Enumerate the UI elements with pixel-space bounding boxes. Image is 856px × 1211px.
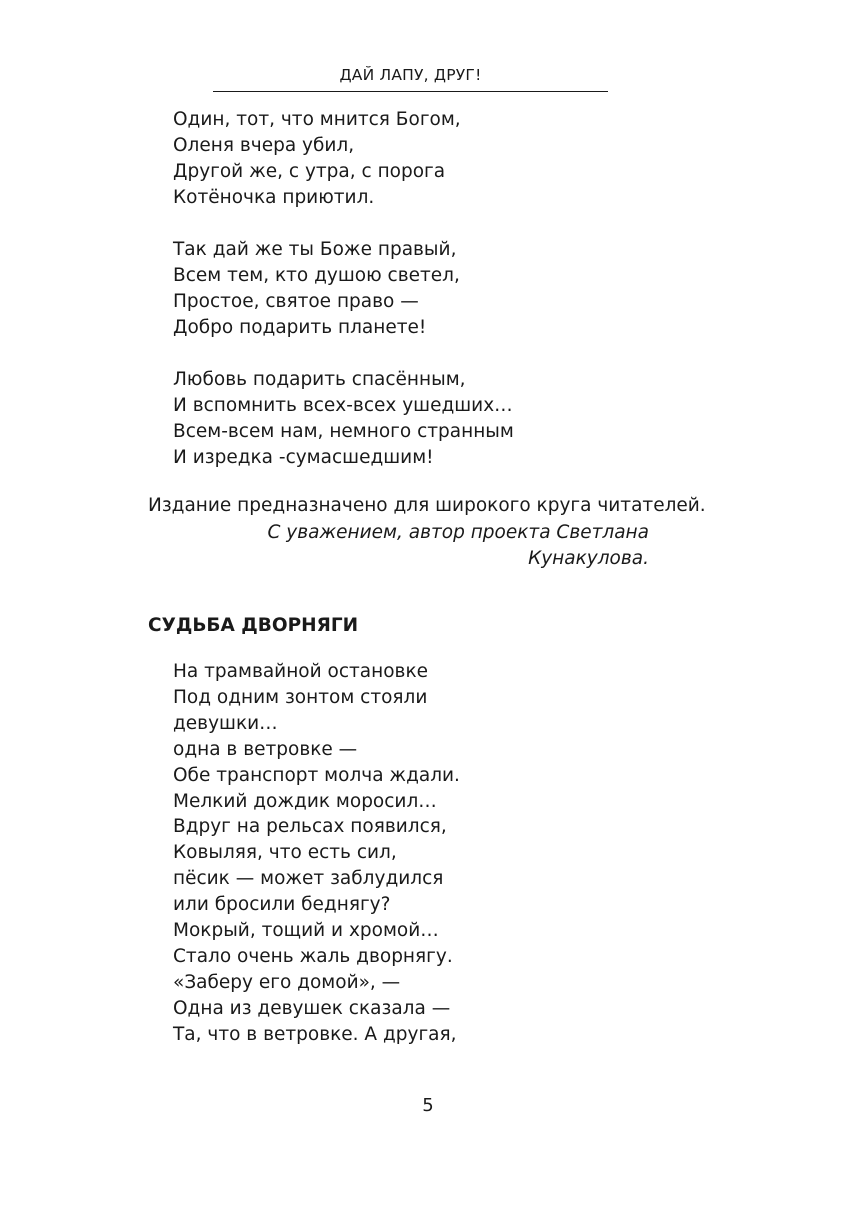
poem-line: девушки… xyxy=(173,712,278,734)
poem-line: Всем тем, кто душою светел, xyxy=(173,264,460,286)
poem-line: Под одним зонтом стояли xyxy=(173,686,428,708)
poem-line: пёсик — может заблудился xyxy=(173,868,444,890)
poem-line: одна в ветровке — xyxy=(173,738,358,760)
poem-line: И изредка -сумасшедшим! xyxy=(173,446,434,468)
poem-line: Всем-всем нам, немного странным xyxy=(173,420,514,442)
running-header-title: ДАЙ ЛАПУ, ДРУГ! xyxy=(339,66,482,84)
author-signature-line-2: Кунакулова. xyxy=(528,548,649,569)
poem-line: Одна из девушек сказала — xyxy=(173,997,451,1019)
poem-line: Простое, святое право — xyxy=(173,290,419,312)
poem-line: Один, тот, что мнится Богом, xyxy=(173,109,461,130)
poem-line: Стало очень жаль дворнягу. xyxy=(173,945,453,967)
poem-line: Мокрый, тощий и хромой… xyxy=(173,920,439,942)
poem-line: Добро подарить планете! xyxy=(173,316,427,338)
stanza-3 xyxy=(173,367,514,471)
page-number xyxy=(0,1094,856,1118)
poem-line: Котёночка приютил. xyxy=(173,186,375,208)
edition-note xyxy=(148,493,706,573)
poem-line: или бросили беднягу? xyxy=(173,894,391,916)
poem-line: Другой же, с утра, с порога xyxy=(173,160,446,182)
author-signature-line-1: С уважением, автор проекта Светлана xyxy=(267,521,649,543)
edition-note-text: Издание предназначено для широкого круга читателей. xyxy=(148,495,706,516)
poem-line: Мелкий дождик моросил… xyxy=(173,790,437,812)
poem-line: Оленя вчера убил, xyxy=(173,134,355,156)
stanza-2 xyxy=(173,237,460,341)
poem-title xyxy=(148,613,358,639)
poem-line: Ковыляя, что есть сил, xyxy=(173,842,397,864)
poem-line: Та, что в ветровке. А другая, xyxy=(173,1023,457,1045)
poem-line: Вдруг на рельсах появился, xyxy=(173,816,447,838)
poem-line: Любовь подарить спасённым, xyxy=(173,369,466,390)
poem-body xyxy=(173,659,460,1048)
poem-line: «Заберу его домой», — xyxy=(173,971,401,993)
poem-line: На трамвайной остановке xyxy=(173,661,428,682)
stanza-1 xyxy=(173,107,461,211)
poem-line: Обе транспорт молча ждали. xyxy=(173,764,460,786)
poem-line: Так дай же ты Боже правый, xyxy=(173,239,457,260)
page-number-text: 5 xyxy=(422,1095,434,1116)
poem-title-text: СУДЬБА ДВОРНЯГИ xyxy=(148,615,359,636)
running-header xyxy=(213,64,608,92)
poem-line: И вспомнить всех-всех ушедших… xyxy=(173,394,513,416)
